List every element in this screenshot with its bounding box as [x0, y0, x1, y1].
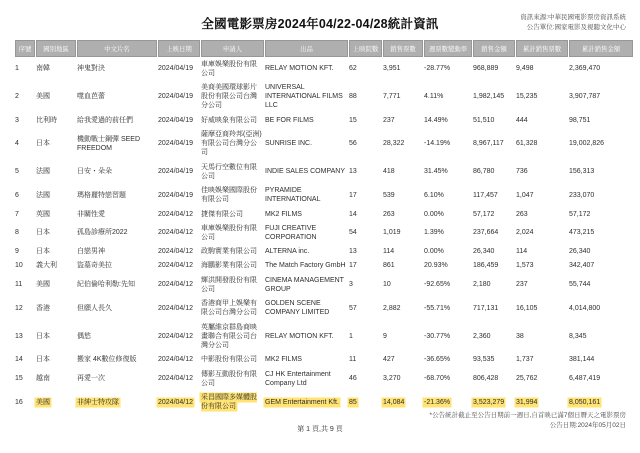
cell-country: 日本 [36, 229, 50, 237]
cell-cum-tickets: 16,105 [516, 304, 538, 312]
cell-cum-tickets: 263 [516, 210, 528, 218]
cell-cum-sales: 4,014,800 [569, 304, 601, 312]
col-header-cum-tickets: 累計銷售票數 [516, 40, 568, 57]
col-header-cum-sales: 累計銷售金額 [569, 40, 633, 57]
cell-theaters: 54 [349, 229, 357, 237]
cell-sales: 93,535 [473, 356, 495, 364]
cell-cum-sales: 3,907,787 [569, 93, 601, 101]
cell-theaters: 14 [349, 210, 357, 218]
cell-change: 20.93% [424, 262, 448, 270]
cell-change: -55.71% [424, 304, 451, 312]
cell-title: 瑪格麗特戀習題 [77, 191, 126, 199]
cell-no: 8 [15, 229, 19, 237]
table-row [15, 127, 633, 160]
cell-applicant: 好威映象有限公司 [201, 116, 257, 124]
cell-cum-tickets: 31,994 [516, 398, 538, 406]
col-header-date: 上映日期 [158, 40, 200, 57]
cell-applicant: 采昌國際多媒體股份有限公司 [201, 394, 257, 411]
cell-sales: 2,360 [473, 332, 491, 340]
cell-production: PYRAMIDE INTERNATIONAL [265, 187, 321, 204]
cell-tickets: 861 [383, 262, 395, 270]
cell-theaters: 56 [349, 140, 357, 148]
cell-tickets: 3,270 [383, 375, 401, 383]
cell-cum-tickets: 444 [516, 116, 528, 124]
cell-production: CJ HK Entertainment Company Ltd [265, 370, 331, 387]
cell-production: INDIE SALES COMPANY [265, 168, 346, 176]
cell-title: 孤島診療所2022 [77, 229, 128, 237]
cell-cum-sales: 26,340 [569, 248, 591, 256]
cell-change: 0.00% [424, 210, 444, 218]
cell-theaters: 13 [349, 248, 357, 256]
cell-title: 盜墓奇美拉 [77, 262, 112, 270]
cell-applicant: 車庫娛樂股份有限公司 [201, 60, 257, 77]
cell-no: 2 [15, 93, 19, 101]
cell-cum-sales: 98,751 [569, 116, 591, 124]
cell-applicant: 中影股份有限公司 [201, 356, 257, 364]
cell-tickets: 14,084 [383, 398, 405, 406]
cell-no: 15 [15, 375, 23, 383]
cell-applicant: 車庫娛樂股份有限公司 [201, 224, 257, 242]
cell-tickets: 418 [383, 168, 395, 176]
table-row [15, 184, 633, 207]
cell-applicant: 傳影互動股份有限公司 [201, 370, 257, 387]
cell-cum-sales: 381,144 [569, 356, 595, 364]
table-row [15, 113, 633, 127]
cell-change: -36.65% [424, 356, 451, 364]
cell-cum-tickets: 1,573 [516, 262, 534, 270]
cell-country: 香港 [36, 304, 50, 312]
table-row [15, 367, 633, 390]
cell-applicant: 捷傑有限公司 [201, 210, 243, 218]
cell-cum-tickets: 38 [516, 332, 524, 340]
cell-country: 美國 [36, 93, 50, 101]
cell-theaters: 17 [349, 191, 357, 199]
cell-theaters: 57 [349, 304, 357, 312]
cell-no: 10 [15, 262, 23, 270]
cell-change: 14.49% [424, 116, 448, 124]
cell-cum-sales: 8,345 [569, 332, 587, 340]
cell-cum-sales: 473,215 [569, 229, 595, 237]
cell-country: 美國 [36, 398, 50, 406]
cell-theaters: 11 [349, 356, 357, 364]
cell-title: 偶慾 [77, 332, 91, 340]
cell-theaters: 17 [349, 262, 357, 270]
box-office-table [14, 40, 634, 414]
cell-production: MK2 FILMS [265, 356, 302, 364]
cell-date: 2024/04/12 [158, 248, 194, 256]
cell-cum-sales: 156,313 [569, 168, 595, 176]
cell-applicant: 薩摩亞商羚邦(亞洲)有限公司台灣分公司 [201, 130, 262, 157]
col-header-country: 國別地區 [36, 40, 76, 57]
cell-country: 比利時 [36, 116, 57, 124]
cell-title: 給我愛過的前任們 [77, 116, 133, 124]
cell-cum-sales: 57,172 [569, 210, 591, 218]
cell-title: 搬家 4K數位修復版 [77, 356, 137, 364]
cell-tickets: 263 [383, 210, 395, 218]
table-row [15, 273, 633, 296]
table-row [15, 80, 633, 113]
cell-title: 機動戰士鋼彈 SEED FREEDOM [77, 135, 141, 152]
table-row [15, 297, 633, 320]
cell-cum-tickets: 25,762 [516, 375, 538, 383]
cell-theaters: 46 [349, 375, 357, 383]
cell-change: -28.77% [424, 65, 451, 73]
cell-title: 白戀男神 [77, 248, 105, 256]
cell-applicant: 天馬行空數位有限公司 [201, 163, 257, 180]
page-title: 全國電影票房2024年04/22-04/28統計資訊 [201, 17, 439, 31]
cell-sales: 57,172 [473, 210, 495, 218]
cell-cum-sales: 233,070 [569, 191, 595, 199]
announcer-line: 公告單位:國家電影及視聽文化中心 [526, 24, 626, 32]
table-row [15, 160, 633, 183]
cell-date: 2024/04/12 [158, 281, 194, 289]
cell-applicant: 政駒實業有限公司 [201, 248, 257, 256]
cell-applicant: 美商美國環球影片股份有限公司台灣分公司 [201, 83, 257, 110]
cell-cum-tickets: 237 [516, 281, 528, 289]
cell-title: 但願人長久 [77, 304, 112, 312]
cell-cum-tickets: 15,235 [516, 93, 538, 101]
cell-date: 2024/04/12 [158, 229, 194, 237]
table-row [15, 320, 633, 353]
cell-date: 2024/04/12 [158, 304, 194, 312]
cell-change: -30.77% [424, 332, 451, 340]
cell-change: -14.19% [424, 140, 451, 148]
cell-title: 非關性愛 [77, 210, 105, 218]
cell-sales: 117,457 [473, 191, 498, 199]
cell-no: 1 [15, 65, 19, 73]
cell-no: 16 [15, 398, 23, 406]
cell-tickets: 237 [383, 116, 395, 124]
cell-country: 美國 [36, 281, 50, 289]
source-info [520, 13, 626, 33]
cell-cum-sales: 19,002,826 [569, 140, 605, 148]
cell-theaters: 3 [349, 281, 353, 289]
col-header-applicant: 申請人 [201, 40, 264, 57]
cell-production: The Match Factory GmbH [265, 262, 346, 270]
cell-cum-sales: 6,487,419 [569, 375, 601, 383]
cell-sales: 186,459 [473, 262, 499, 270]
table-body [15, 57, 633, 414]
table-row [15, 353, 633, 367]
cell-production: FUJI CREATIVE CORPORATION [265, 224, 317, 242]
cell-country: 英國 [36, 210, 50, 218]
cell-no: 11 [15, 281, 23, 289]
table-row [15, 57, 633, 80]
table-row [15, 259, 633, 273]
cell-no: 5 [15, 168, 19, 176]
col-header-no: 序號 [15, 40, 35, 57]
cell-date: 2024/04/12 [158, 332, 194, 340]
cell-production: MK2 FILMS [265, 210, 302, 218]
cell-no: 7 [15, 210, 19, 218]
cell-cum-sales: 8,050,161 [569, 398, 601, 406]
cell-change: 31.45% [424, 168, 448, 176]
cell-change: -68.70% [424, 375, 451, 383]
cell-change: -92.65% [424, 281, 451, 289]
cell-theaters: 88 [349, 93, 357, 101]
cell-production: GOLDEN SCENE COMPANY LIMITED [265, 300, 330, 317]
cell-title: 再愛一次 [77, 375, 105, 383]
cell-tickets: 2,882 [383, 304, 401, 312]
cell-sales: 717,131 [473, 304, 499, 312]
table-header-row [15, 40, 633, 57]
cell-country: 日本 [36, 248, 50, 256]
cell-cum-sales: 342,407 [569, 262, 595, 270]
cell-country: 越南 [36, 375, 50, 383]
cell-cum-tickets: 1,047 [516, 191, 534, 199]
cell-country: 法國 [36, 168, 50, 176]
cell-country: 日本 [36, 332, 50, 340]
cell-sales: 51,510 [473, 116, 495, 124]
cell-tickets: 9 [383, 332, 387, 340]
cell-tickets: 427 [383, 356, 395, 364]
cell-cum-tickets: 2,024 [516, 229, 534, 237]
cell-change: 6.10% [424, 191, 444, 199]
cell-tickets: 10 [383, 281, 391, 289]
cell-applicant: 海鵬影業有限公司 [201, 262, 257, 270]
footnote-announce-date: 公告日期:2024年05月02日 [549, 422, 626, 430]
cell-theaters: 85 [349, 398, 357, 406]
cell-sales: 26,340 [473, 248, 495, 256]
cell-date: 2024/04/12 [158, 375, 194, 383]
cell-date: 2024/04/19 [158, 93, 194, 101]
cell-change: -21.36% [424, 398, 451, 406]
cell-production: SUNRISE INC. [265, 140, 313, 148]
cell-date: 2024/04/12 [158, 398, 194, 406]
cell-no: 3 [15, 116, 19, 124]
cell-no: 4 [15, 140, 19, 148]
cell-date: 2024/04/19 [158, 191, 194, 199]
cell-applicant: 佳映娛樂國際股份有限公司 [201, 187, 257, 204]
cell-production: BE FOR FILMS [265, 116, 314, 124]
cell-date: 2024/04/19 [158, 116, 194, 124]
cell-no: 9 [15, 248, 19, 256]
cell-cum-tickets: 114 [516, 248, 528, 256]
cell-sales: 1,982,145 [473, 93, 505, 101]
table-row [15, 207, 633, 221]
cell-applicant: 英屬維京群島商映畫聯合有限公司台灣分公司 [201, 323, 257, 350]
cell-production: UNIVERSAL INTERNATIONAL FILMS LLC [265, 83, 343, 110]
col-header-sales: 銷售金額 [473, 40, 515, 57]
cell-title: 紀伯倫哈利勒:先知 [77, 281, 135, 289]
source-line: 資訊來源:中華民國電影票房資訊系統 [520, 14, 626, 21]
cell-sales: 237,664 [473, 229, 499, 237]
cell-date: 2024/04/19 [158, 168, 194, 176]
cell-date: 2024/04/12 [158, 210, 194, 218]
cell-country: 日本 [36, 356, 50, 364]
col-header-theaters: 上映院數 [349, 40, 382, 57]
cell-cum-sales: 55,744 [569, 281, 591, 289]
cell-date: 2024/04/12 [158, 356, 194, 364]
cell-title: 日安・朵朵 [77, 168, 112, 176]
cell-cum-tickets: 61,328 [516, 140, 538, 148]
cell-sales: 806,428 [473, 375, 499, 383]
cell-date: 2024/04/12 [158, 262, 194, 270]
cell-change: 4.11% [424, 93, 444, 101]
cell-theaters: 13 [349, 168, 357, 176]
cell-cum-tickets: 1,737 [516, 356, 534, 364]
cell-sales: 86,780 [473, 168, 495, 176]
cell-no: 14 [15, 356, 23, 364]
cell-no: 13 [15, 332, 23, 340]
cell-no: 12 [15, 304, 23, 312]
cell-sales: 968,889 [473, 65, 499, 73]
cell-production: CINEMA MANAGEMENT GROUP [265, 276, 344, 293]
page-number: 第 1 頁,共 9 頁 [297, 426, 343, 433]
cell-production: ALTERNA inc. [265, 248, 310, 256]
cell-tickets: 114 [383, 248, 395, 256]
cell-date: 2024/04/19 [158, 140, 194, 148]
cell-applicant: 香港商甲上娛樂有限公司台灣分公司 [201, 300, 257, 317]
cell-cum-sales: 2,369,470 [569, 65, 601, 73]
cell-sales: 3,523,279 [473, 398, 505, 406]
cell-title: 非紳士特攻隊 [77, 398, 119, 406]
cell-country: 義大利 [36, 262, 57, 270]
col-header-production: 出品 [265, 40, 348, 57]
table-row [15, 245, 633, 259]
cell-country: 日本 [36, 140, 50, 148]
cell-change: 1.39% [424, 229, 444, 237]
cell-title: 神鬼對決 [77, 65, 105, 73]
cell-country: 法國 [36, 191, 50, 199]
cell-production: GEM Entertainment Kft. [265, 398, 339, 406]
cell-sales: 8,967,117 [473, 140, 504, 148]
cell-tickets: 539 [383, 191, 395, 199]
cell-theaters: 15 [349, 116, 357, 124]
cell-tickets: 3,951 [383, 65, 401, 73]
cell-change: 0.00% [424, 248, 444, 256]
footnote [430, 411, 626, 432]
cell-date: 2024/04/19 [158, 65, 194, 73]
cell-no: 6 [15, 191, 19, 199]
cell-production: RELAY MOTION KFT. [265, 65, 334, 73]
cell-cum-tickets: 736 [516, 168, 528, 176]
footnote-statistics-note: *公告統計截止至公告日期前一週日,自首映已滿7個日曆天之電影票房 [429, 412, 626, 419]
cell-country: 南韓 [36, 65, 50, 73]
cell-title: 噬血芭蕾 [77, 93, 105, 101]
cell-production: RELAY MOTION KFT. [265, 332, 334, 340]
col-header-title: 中文片名 [77, 40, 157, 57]
cell-sales: 2,180 [473, 281, 491, 289]
cell-tickets: 28,322 [383, 140, 405, 148]
cell-cum-tickets: 9,498 [516, 65, 534, 73]
cell-tickets: 1,019 [383, 229, 401, 237]
cell-theaters: 1 [349, 332, 353, 340]
cell-tickets: 7,771 [383, 93, 401, 101]
col-header-change: 週票數變動率 [424, 40, 472, 57]
cell-applicant: 輝洪開發股份有限公司 [201, 276, 257, 293]
col-header-tickets: 銷售票數 [383, 40, 423, 57]
cell-theaters: 62 [349, 65, 357, 73]
table-row [15, 221, 633, 244]
